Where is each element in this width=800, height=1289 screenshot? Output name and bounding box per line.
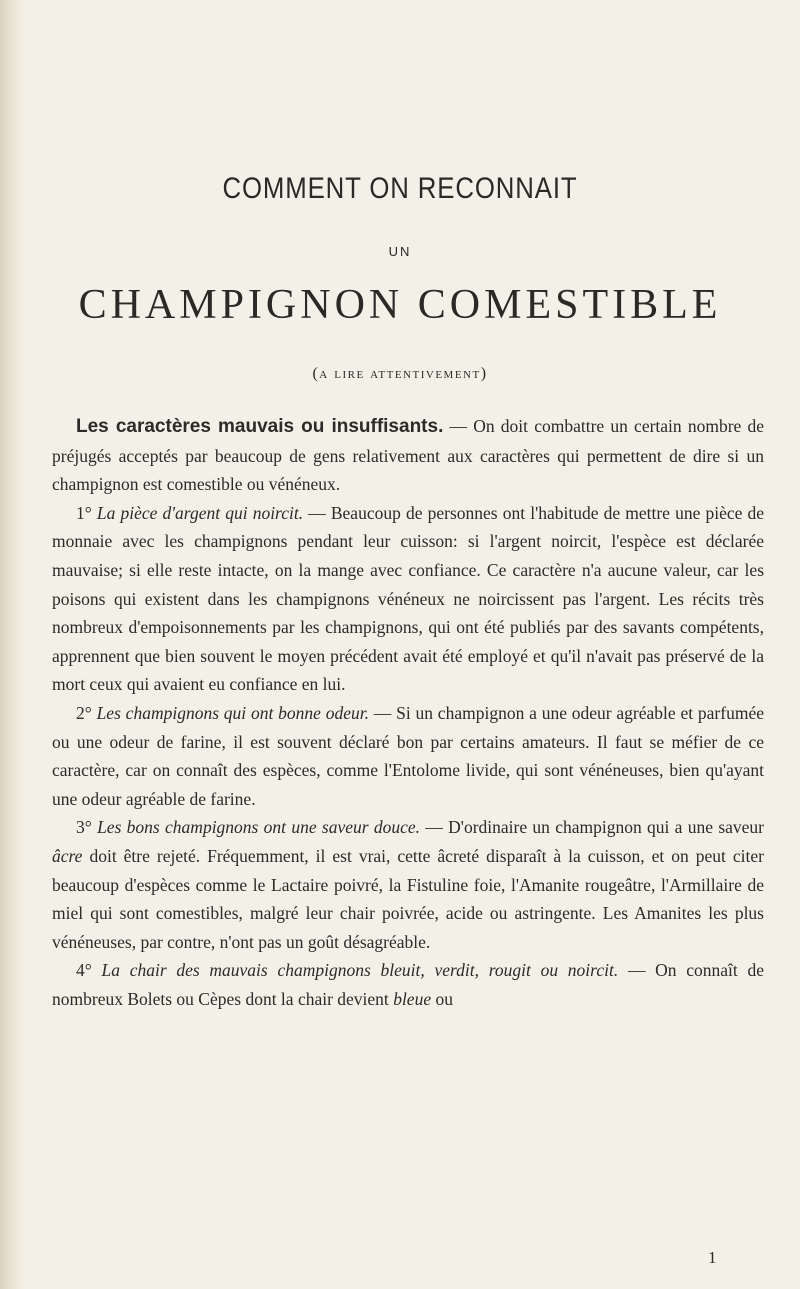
item-number: 4°	[76, 960, 92, 981]
title-line-1: COMMENT ON RECONNAIT	[222, 172, 578, 205]
item-emphasis: bleue	[393, 988, 432, 1009]
item-title: Les champignons qui ont bonne odeur.	[96, 702, 369, 723]
item-text: — Si un champignon a une odeur agréable et parfumée ou une odeur de farine, il est souvent déclaré bon par certains amateurs. Il faut se méfier de ce caractère, car on connaît des espèces, comme l'Entolome livide, qui sont vénéneuses, bien qu'ayant une odeur agréable de farine.	[52, 702, 764, 809]
item-text-before: — On connaît de nombreux Bolets ou Cèpes dont la chair devient	[52, 960, 765, 1009]
subtitle: (a lire attentivement)	[312, 365, 488, 382]
intro-text: — On doit combattre un certain nombre de préjugés acceptés par beaucoup de gens relativement aux caractères qui permettent de dire si un champignon est comestible ou vénéneux.	[52, 416, 765, 495]
title-line-2: UN	[388, 244, 412, 259]
title-main: CHAMPIGNON COMESTIBLE	[78, 282, 722, 328]
paragraph-item-1	[52, 499, 764, 699]
item-emphasis: âcre	[52, 845, 83, 866]
item-text: — Beaucoup de personnes ont l'habitude de mettre une pièce de monnaie avec les champignons pendant leur cuisson: si l'argent noircit, l'espèce est déclarée mauvaise; si elle reste intacte, on la mange avec confiance. Ce caractère n'a aucune valeur, car les poisons qui existent dans les champignons vénéneux ne noircissent pas l'argent. Les récits très nombreux d'empoisonnements par les champignons, qui ont été publiés par des savants compétents, apprennent que bien souvent le moyen précédent avait été employé et qu'il n'avait pas préservé de la mort ceux qui avaient eu confiance en lui.	[52, 502, 765, 695]
paragraph-item-4	[52, 956, 764, 1013]
item-text-after: ou	[435, 988, 453, 1009]
paragraph-item-2	[52, 699, 764, 813]
body-text	[52, 412, 764, 1013]
item-number: 1°	[76, 502, 92, 523]
page-number: 1	[708, 1248, 717, 1267]
item-title: La chair des mauvais champignons bleuit, verdit, rougit ou noircit.	[101, 960, 619, 981]
item-number: 3°	[76, 817, 92, 838]
item-text-after: doit être rejeté. Fréquemment, il est vrai, cette âcreté disparaît à la cuisson, et on peut citer beaucoup d'espèces comme le Lactaire poivré, la Fistuline foie, l'Amanite rougeâtre, l'Armillaire de miel qui sont comestibles, malgré leur chair poivrée, acide ou astringente. Les Amanites les plus vénéneuses, par contre, n'ont pas un goût désagréable.	[52, 845, 764, 952]
item-number: 2°	[76, 702, 92, 723]
item-title: Les bons champignons ont une saveur douce.	[97, 817, 421, 838]
paragraph-intro	[52, 412, 764, 499]
paragraph-item-3	[52, 813, 764, 956]
section-heading: Les caractères mauvais ou insuffisants.	[76, 416, 444, 437]
item-text-before: — D'ordinaire un champignon qui a une saveur	[425, 817, 764, 838]
item-title: La pièce d'argent qui noircit.	[96, 502, 304, 523]
